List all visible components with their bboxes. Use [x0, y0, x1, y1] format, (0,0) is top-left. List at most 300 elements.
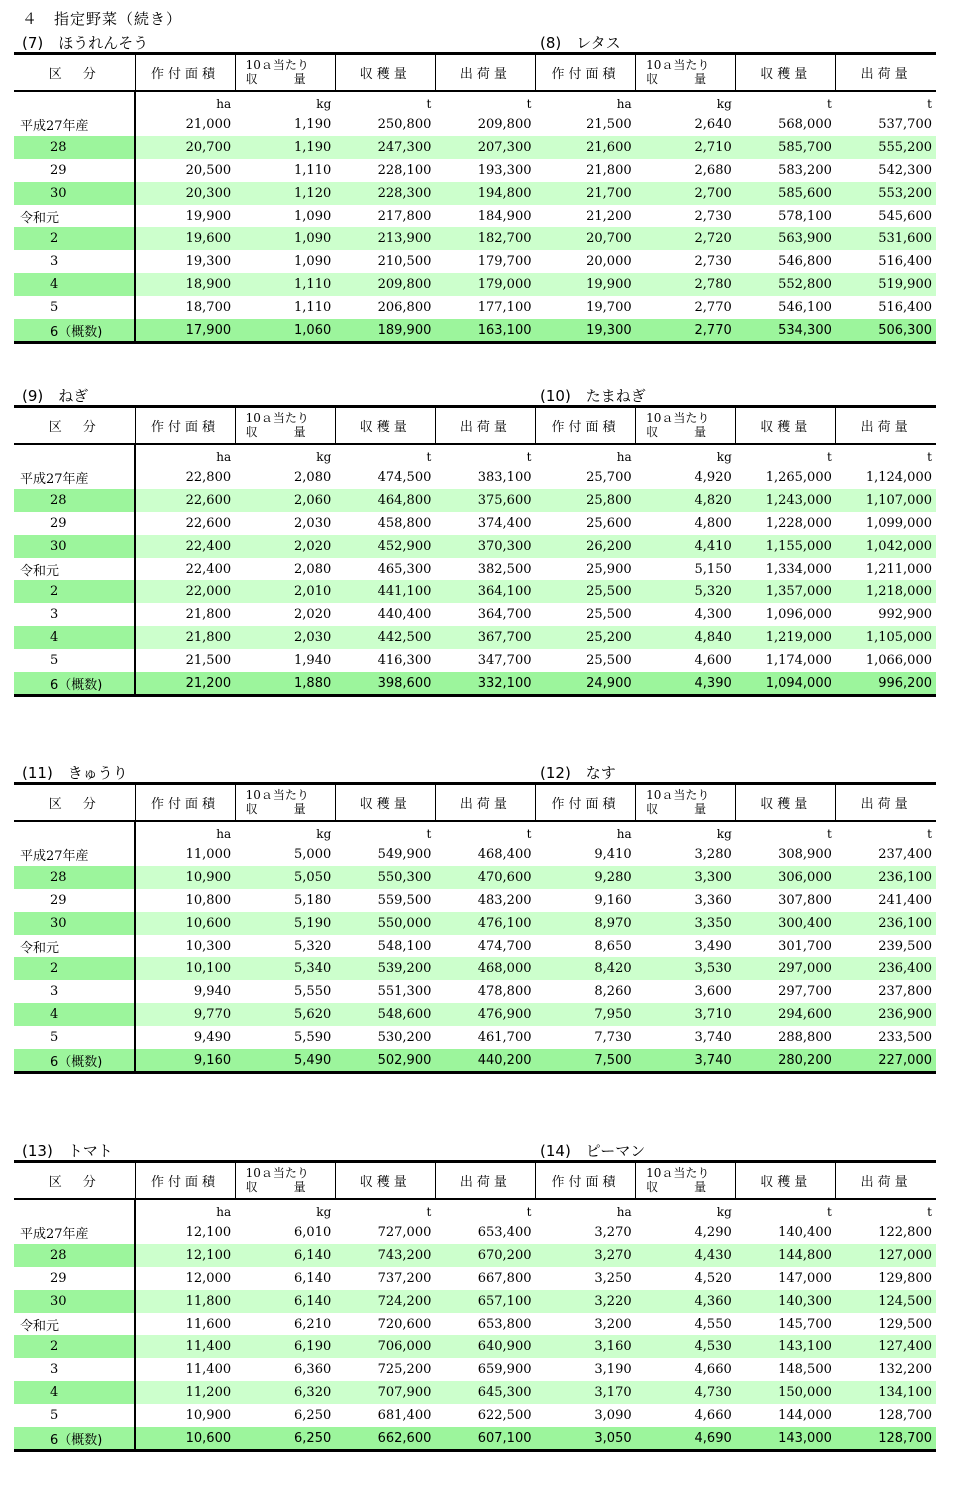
table-row — [14, 1290, 936, 1313]
value-cell: 18,700 — [185, 299, 232, 315]
yield-header — [636, 784, 736, 821]
value-cell: 706,000 — [335, 1335, 435, 1358]
value-cell: 140,400 — [778, 1225, 832, 1241]
value-cell: 568,000 — [778, 117, 832, 133]
units-row — [14, 821, 936, 844]
table-block — [14, 760, 936, 1074]
value-cell: 441,100 — [335, 580, 435, 603]
value-cell: 583,200 — [778, 162, 832, 178]
year-cell: 3 — [14, 980, 135, 1003]
unit-label: kg — [716, 1204, 732, 1219]
value-cell: 516,400 — [878, 254, 932, 270]
year-cell: 令和元 — [14, 205, 135, 228]
value-cell: 4,840 — [636, 626, 736, 649]
table-row — [14, 319, 936, 343]
value-cell: 474,500 — [377, 470, 432, 486]
value-cell: 8,420 — [536, 957, 636, 980]
harvest-header: 収穫量 — [736, 784, 836, 821]
value-cell: 122,800 — [878, 1225, 932, 1241]
value-cell: 6,210 — [294, 1316, 332, 1332]
table-row — [14, 512, 936, 535]
value-cell: 6,250 — [294, 1407, 332, 1423]
value-cell: 210,500 — [377, 254, 432, 270]
value-cell: 207,300 — [435, 136, 535, 159]
value-cell: 1,334,000 — [765, 561, 832, 577]
value-cell: 2,080 — [294, 470, 332, 486]
unit-label: kg — [316, 449, 332, 464]
value-cell: 11,200 — [135, 1381, 235, 1404]
shipment-header: 出荷量 — [836, 784, 936, 821]
value-cell: 143,000 — [736, 1427, 836, 1451]
unit-label: t — [426, 826, 432, 841]
value-cell: 4,430 — [636, 1244, 736, 1267]
value-cell: 10,600 — [135, 912, 235, 935]
value-cell: 182,700 — [435, 227, 535, 250]
value-cell: 17,900 — [135, 319, 235, 343]
value-cell: 5,050 — [235, 866, 335, 889]
value-cell: 347,700 — [477, 652, 532, 668]
year-cell: 28 — [14, 866, 135, 889]
year-cell: 4 — [14, 1381, 135, 1404]
value-cell: 3,270 — [594, 1225, 632, 1241]
value-cell: 563,900 — [736, 227, 836, 250]
value-cell: 398,600 — [335, 672, 435, 696]
value-cell: 2,770 — [694, 299, 732, 315]
table-row — [14, 980, 936, 1003]
value-cell: 301,700 — [778, 938, 832, 954]
value-cell: 2,710 — [636, 136, 736, 159]
value-cell: 458,800 — [377, 515, 432, 531]
value-cell: 300,400 — [736, 912, 836, 935]
value-cell: 3,600 — [694, 984, 732, 1000]
value-cell: 442,500 — [335, 626, 435, 649]
value-cell: 129,500 — [878, 1316, 932, 1332]
value-cell: 3,710 — [636, 1003, 736, 1026]
yield-header-line1: 10ａ当たり — [646, 58, 710, 73]
value-cell: 476,900 — [435, 1003, 535, 1026]
yield-header-line2: 収 量 — [646, 802, 707, 817]
value-cell: 743,200 — [335, 1244, 435, 1267]
units-row — [14, 1199, 936, 1222]
unit-label: t — [927, 96, 932, 111]
value-cell: 20,000 — [586, 254, 632, 270]
table-row — [14, 1381, 936, 1404]
yield-header — [235, 1162, 335, 1199]
unit-label: t — [827, 1204, 832, 1219]
value-cell: 127,400 — [836, 1335, 936, 1358]
value-cell: 374,400 — [477, 515, 532, 531]
value-cell: 3,190 — [594, 1362, 632, 1378]
value-cell: 21,200 — [586, 208, 632, 224]
units-row — [14, 91, 936, 114]
unit-label: kg — [716, 449, 732, 464]
value-cell: 551,300 — [377, 984, 432, 1000]
value-cell: 550,300 — [335, 866, 435, 889]
unit-label: t — [927, 826, 932, 841]
table-row — [14, 1026, 936, 1049]
value-cell: 5,320 — [636, 580, 736, 603]
yield-header — [636, 1162, 736, 1199]
area-header: 作付面積 — [536, 1162, 636, 1199]
value-cell: 10,100 — [135, 957, 235, 980]
value-cell: 1,940 — [294, 652, 332, 668]
value-cell: 2,730 — [694, 254, 732, 270]
value-cell: 209,800 — [335, 273, 435, 296]
value-cell: 549,900 — [377, 847, 432, 863]
value-cell: 550,000 — [335, 912, 435, 935]
area-header: 作付面積 — [135, 784, 235, 821]
value-cell: 288,800 — [778, 1029, 832, 1045]
value-cell: 6,250 — [235, 1427, 335, 1451]
value-cell: 996,200 — [836, 672, 936, 696]
table-row — [14, 273, 936, 296]
value-cell: 5,550 — [294, 984, 332, 1000]
year-cell: 3 — [14, 1358, 135, 1381]
year-cell: 5 — [14, 296, 135, 319]
section-title-right: (14) ピーマン — [540, 1142, 646, 1160]
units-blank — [14, 444, 135, 467]
value-cell: 237,400 — [878, 847, 932, 863]
value-cell: 553,200 — [836, 182, 936, 205]
value-cell: 1,880 — [235, 672, 335, 696]
value-cell: 8,260 — [594, 984, 632, 1000]
value-cell: 3,300 — [636, 866, 736, 889]
unit-label: ha — [216, 449, 232, 464]
year-cell: 6（概数) — [14, 1049, 135, 1073]
value-cell: 1,218,000 — [836, 580, 936, 603]
value-cell: 5,320 — [294, 938, 332, 954]
value-cell: 461,700 — [477, 1029, 532, 1045]
year-cell: 4 — [14, 273, 135, 296]
value-cell: 3,160 — [536, 1335, 636, 1358]
year-cell: 4 — [14, 626, 135, 649]
value-cell: 468,400 — [477, 847, 532, 863]
table-row — [14, 227, 936, 250]
value-cell: 1,228,000 — [765, 515, 832, 531]
header-row — [14, 784, 936, 821]
value-cell: 11,400 — [135, 1335, 235, 1358]
unit-label: t — [426, 449, 432, 464]
year-cell: 29 — [14, 512, 135, 535]
unit-label: ha — [216, 96, 232, 111]
value-cell: 539,200 — [335, 957, 435, 980]
table-row — [14, 626, 936, 649]
data-table — [14, 405, 936, 697]
harvest-header: 収穫量 — [335, 784, 435, 821]
table-row — [14, 1049, 936, 1073]
year-cell: 令和元 — [14, 1313, 135, 1336]
value-cell: 128,700 — [878, 1407, 932, 1423]
value-cell: 7,730 — [594, 1029, 632, 1045]
value-cell: 1,174,000 — [765, 652, 832, 668]
value-cell: 250,800 — [377, 117, 432, 133]
value-cell: 280,200 — [736, 1049, 836, 1073]
table-row — [14, 889, 936, 912]
value-cell: 25,900 — [586, 561, 632, 577]
value-cell: 193,300 — [477, 162, 532, 178]
value-cell: 213,900 — [335, 227, 435, 250]
shipment-header: 出荷量 — [435, 784, 535, 821]
value-cell: 307,800 — [778, 892, 832, 908]
value-cell: 375,600 — [435, 489, 535, 512]
unit-label: ha — [616, 96, 632, 111]
value-cell: 247,300 — [335, 136, 435, 159]
harvest-header: 収穫量 — [736, 1162, 836, 1199]
value-cell: 5,180 — [294, 892, 332, 908]
value-cell: 140,300 — [736, 1290, 836, 1313]
value-cell: 239,500 — [878, 938, 932, 954]
unit-label: ha — [216, 826, 232, 841]
value-cell: 1,211,000 — [865, 561, 932, 577]
value-cell: 12,000 — [185, 1270, 232, 1286]
value-cell: 11,600 — [185, 1316, 232, 1332]
unit-label: t — [426, 96, 432, 111]
value-cell: 452,900 — [335, 535, 435, 558]
year-cell: 6（概数) — [14, 319, 135, 343]
value-cell: 10,900 — [185, 1407, 232, 1423]
value-cell: 5,590 — [294, 1029, 332, 1045]
value-cell: 227,000 — [836, 1049, 936, 1073]
value-cell: 9,770 — [135, 1003, 235, 1026]
value-cell: 364,700 — [477, 607, 532, 623]
unit-label: kg — [716, 826, 732, 841]
year-cell: 令和元 — [14, 935, 135, 958]
value-cell: 1,105,000 — [836, 626, 936, 649]
value-cell: 4,820 — [636, 489, 736, 512]
value-cell: 145,700 — [778, 1316, 832, 1332]
value-cell: 2,780 — [636, 273, 736, 296]
data-table — [14, 1160, 936, 1452]
value-cell: 1,110 — [294, 162, 332, 178]
value-cell: 383,100 — [477, 470, 532, 486]
table-row — [14, 912, 936, 935]
value-cell: 11,000 — [185, 847, 232, 863]
value-cell: 5,620 — [235, 1003, 335, 1026]
section-title-right: (10) たまねぎ — [540, 387, 646, 405]
yield-header-line2: 収 量 — [646, 425, 707, 440]
table-row — [14, 205, 936, 228]
value-cell: 1,066,000 — [865, 652, 932, 668]
value-cell: 7,950 — [536, 1003, 636, 1026]
units-blank — [14, 1199, 135, 1222]
value-cell: 653,800 — [477, 1316, 532, 1332]
value-cell: 4,730 — [636, 1381, 736, 1404]
value-cell: 18,900 — [135, 273, 235, 296]
harvest-header: 収穫量 — [335, 54, 435, 91]
value-cell: 12,100 — [185, 1225, 232, 1241]
table-row — [14, 114, 936, 137]
value-cell: 681,400 — [377, 1407, 432, 1423]
value-cell: 163,100 — [435, 319, 535, 343]
yield-header-line2: 収 量 — [245, 802, 306, 817]
value-cell: 546,800 — [778, 254, 832, 270]
value-cell: 10,800 — [185, 892, 232, 908]
value-cell: 12,100 — [135, 1244, 235, 1267]
yield-header — [636, 407, 736, 444]
value-cell: 4,290 — [694, 1225, 732, 1241]
unit-label: ha — [616, 1204, 632, 1219]
value-cell: 228,300 — [335, 182, 435, 205]
year-cell: 28 — [14, 489, 135, 512]
year-cell: 2 — [14, 580, 135, 603]
value-cell: 22,800 — [185, 470, 232, 486]
harvest-header: 収穫量 — [335, 407, 435, 444]
value-cell: 194,800 — [435, 182, 535, 205]
value-cell: 11,800 — [135, 1290, 235, 1313]
value-cell: 22,600 — [185, 515, 232, 531]
year-cell: 平成27年産 — [14, 844, 135, 867]
value-cell: 645,300 — [435, 1381, 535, 1404]
value-cell: 992,900 — [878, 607, 932, 623]
value-cell: 555,200 — [836, 136, 936, 159]
value-cell: 2,030 — [294, 515, 332, 531]
value-cell: 5,150 — [694, 561, 732, 577]
value-cell: 657,100 — [435, 1290, 535, 1313]
value-cell: 20,700 — [135, 136, 235, 159]
value-cell: 1,219,000 — [736, 626, 836, 649]
value-cell: 1,096,000 — [765, 607, 832, 623]
yield-header-line1: 10ａ当たり — [646, 788, 710, 803]
value-cell: 3,200 — [594, 1316, 632, 1332]
value-cell: 585,700 — [736, 136, 836, 159]
value-cell: 332,100 — [435, 672, 535, 696]
value-cell: 548,100 — [377, 938, 432, 954]
shipment-header: 出荷量 — [435, 54, 535, 91]
table-row — [14, 159, 936, 182]
value-cell: 506,300 — [836, 319, 936, 343]
value-cell: 2,010 — [235, 580, 335, 603]
value-cell: 483,200 — [477, 892, 532, 908]
year-cell: 2 — [14, 957, 135, 980]
value-cell: 147,000 — [778, 1270, 832, 1286]
value-cell: 6,010 — [294, 1225, 332, 1241]
value-cell: 3,360 — [694, 892, 732, 908]
value-cell: 1,042,000 — [836, 535, 936, 558]
value-cell: 25,500 — [536, 580, 636, 603]
unit-label: t — [927, 449, 932, 464]
value-cell: 25,800 — [536, 489, 636, 512]
value-cell: 464,800 — [335, 489, 435, 512]
unit-label: t — [526, 826, 532, 841]
table-row — [14, 250, 936, 273]
value-cell: 179,000 — [435, 273, 535, 296]
value-cell: 10,300 — [185, 938, 232, 954]
harvest-header: 収穫量 — [736, 54, 836, 91]
value-cell: 5,000 — [294, 847, 332, 863]
yield-header — [235, 407, 335, 444]
value-cell: 21,800 — [586, 162, 632, 178]
value-cell: 297,000 — [736, 957, 836, 980]
value-cell: 737,200 — [377, 1270, 432, 1286]
value-cell: 2,640 — [694, 117, 732, 133]
value-cell: 6,360 — [294, 1362, 332, 1378]
value-cell: 1,190 — [235, 136, 335, 159]
value-cell: 19,900 — [536, 273, 636, 296]
value-cell: 233,500 — [878, 1029, 932, 1045]
table-row — [14, 535, 936, 558]
yield-header-line1: 10ａ当たり — [245, 1166, 309, 1181]
table-row — [14, 1222, 936, 1245]
value-cell: 382,500 — [477, 561, 532, 577]
yield-header-line2: 収 量 — [245, 1180, 306, 1195]
value-cell: 1,243,000 — [736, 489, 836, 512]
value-cell: 531,600 — [836, 227, 936, 250]
value-cell: 548,600 — [335, 1003, 435, 1026]
yield-header-line2: 収 量 — [245, 72, 306, 87]
value-cell: 9,940 — [193, 984, 232, 1000]
value-cell: 1,124,000 — [865, 470, 932, 486]
shipment-header: 出荷量 — [836, 1162, 936, 1199]
shipment-header: 出荷量 — [435, 407, 535, 444]
category-header: 区 分 — [14, 407, 135, 444]
value-cell: 516,400 — [878, 299, 932, 315]
value-cell: 3,220 — [536, 1290, 636, 1313]
value-cell: 470,600 — [435, 866, 535, 889]
value-cell: 4,660 — [694, 1362, 732, 1378]
table-row — [14, 182, 936, 205]
year-cell: 平成27年産 — [14, 467, 135, 490]
yield-header-line1: 10ａ当たり — [646, 411, 710, 426]
unit-label: kg — [316, 826, 332, 841]
value-cell: 132,200 — [878, 1362, 932, 1378]
value-cell: 10,900 — [135, 866, 235, 889]
value-cell: 3,740 — [636, 1049, 736, 1073]
value-cell: 236,100 — [836, 912, 936, 935]
harvest-header: 収穫量 — [335, 1162, 435, 1199]
table-block — [14, 30, 936, 344]
value-cell: 2,700 — [636, 182, 736, 205]
year-cell: 5 — [14, 1404, 135, 1427]
value-cell: 3,490 — [694, 938, 732, 954]
value-cell: 4,530 — [636, 1335, 736, 1358]
table-row — [14, 1404, 936, 1427]
value-cell: 306,000 — [736, 866, 836, 889]
value-cell: 3,270 — [536, 1244, 636, 1267]
value-cell: 370,300 — [435, 535, 535, 558]
value-cell: 22,000 — [135, 580, 235, 603]
table-row — [14, 935, 936, 958]
value-cell: 502,900 — [335, 1049, 435, 1073]
value-cell: 6,140 — [294, 1270, 332, 1286]
year-cell: 28 — [14, 1244, 135, 1267]
yield-header — [235, 54, 335, 91]
value-cell: 25,200 — [536, 626, 636, 649]
value-cell: 297,700 — [778, 984, 832, 1000]
unit-label: ha — [616, 449, 632, 464]
value-cell: 21,800 — [135, 626, 235, 649]
value-cell: 2,020 — [294, 607, 332, 623]
value-cell: 5,490 — [235, 1049, 335, 1073]
value-cell: 1,099,000 — [865, 515, 932, 531]
unit-label: ha — [216, 1204, 232, 1219]
value-cell: 24,900 — [536, 672, 636, 696]
year-cell: 6（概数) — [14, 1427, 135, 1451]
value-cell: 20,500 — [185, 162, 232, 178]
unit-label: ha — [616, 826, 632, 841]
value-cell: 3,170 — [536, 1381, 636, 1404]
value-cell: 21,500 — [586, 117, 632, 133]
value-cell: 308,900 — [778, 847, 832, 863]
value-cell: 25,600 — [586, 515, 632, 531]
value-cell: 6,140 — [235, 1244, 335, 1267]
category-header: 区 分 — [14, 1162, 135, 1199]
area-header: 作付面積 — [135, 407, 235, 444]
value-cell: 6,320 — [235, 1381, 335, 1404]
value-cell: 4,300 — [694, 607, 732, 623]
year-cell: 4 — [14, 1003, 135, 1026]
value-cell: 476,100 — [435, 912, 535, 935]
value-cell: 2,020 — [235, 535, 335, 558]
